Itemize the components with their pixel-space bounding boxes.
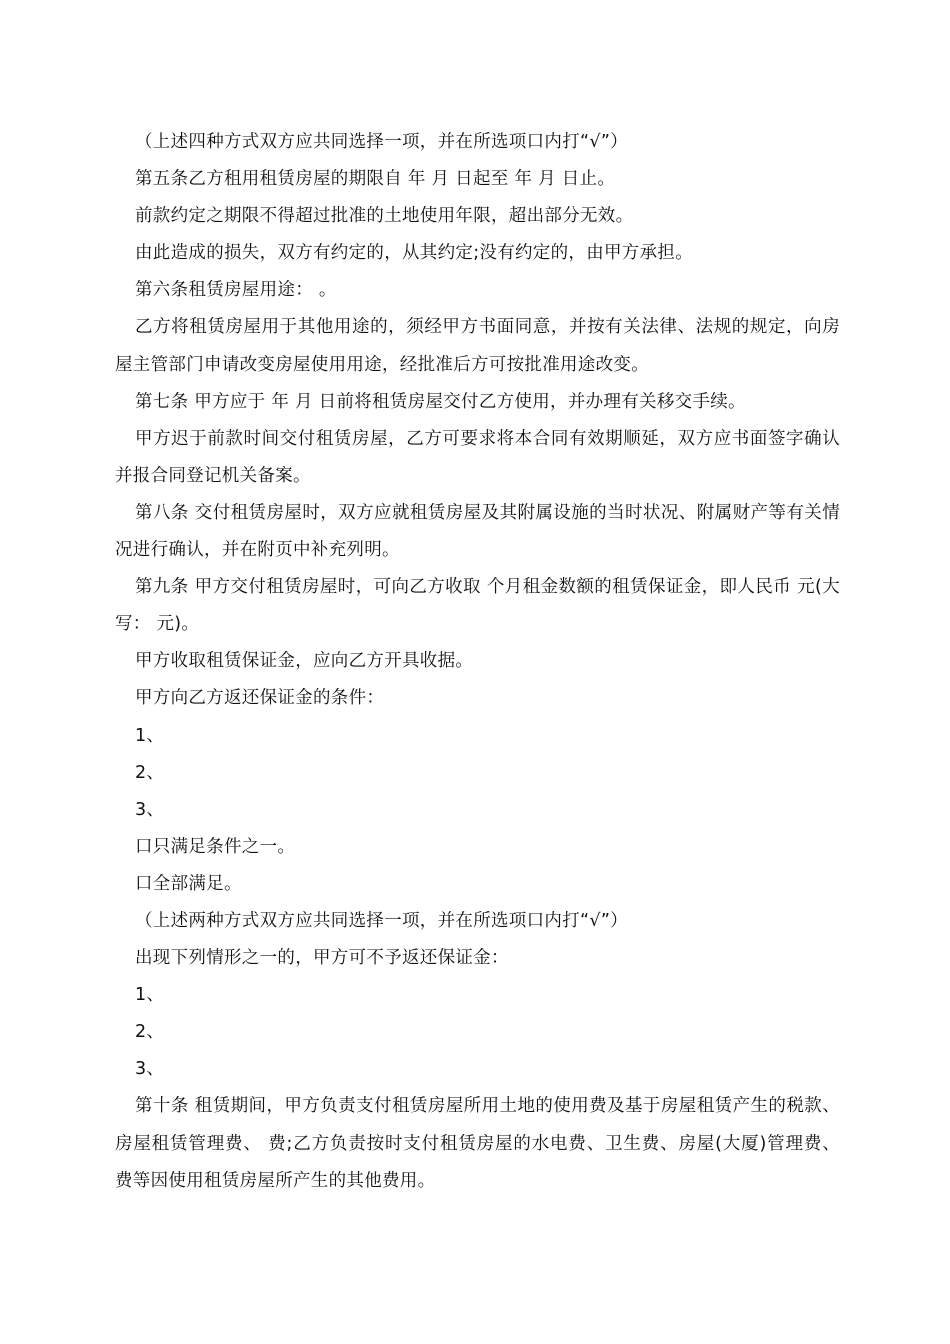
list-item: 3、 — [135, 799, 165, 820]
list-item: 1、 — [135, 985, 165, 1006]
checkbox-option: 口全部满足。 — [135, 873, 242, 894]
checkbox-option: 口只满足条件之一。 — [135, 836, 296, 857]
paragraph: （上述四种方式双方应共同选择一项，并在所选项口内打“√”） — [135, 132, 628, 152]
paragraph: 第八条 交付租赁房屋时，双方应就租赁房屋及其附属设施的当时状况、附属财产等有关情况进行确认，并在附页中补充列明。 — [115, 502, 840, 561]
list-item: 3、 — [135, 1059, 165, 1080]
list-item: 1、 — [135, 725, 165, 746]
paragraph: 第七条 甲方应于 年 月 日前将租赁房屋交付乙方使用，并办理有关移交手续。 — [135, 391, 746, 412]
list-item: 2、 — [135, 762, 165, 783]
paragraph: 第六条租赁房屋用途： 。 — [135, 280, 337, 301]
paragraph: 甲方向乙方返还保证金的条件： — [135, 688, 385, 709]
document-body — [115, 124, 846, 1200]
paragraph: 第十条 租赁期间，甲方负责支付租赁房屋所用土地的使用费及基于房屋租赁产生的税款、房屋租赁管理费、 费;乙方负责按时支付租赁房屋的水电费、卫生费、房屋(大厦)管理费、 费等因使用租赁房屋所产生的其他费用。 — [115, 1096, 846, 1191]
paragraph: 第五条乙方租用租赁房屋的期限自 年 月 日起至 年 月 日止。 — [135, 169, 616, 190]
list-item: 2、 — [135, 1022, 165, 1043]
paragraph: 甲方收取租赁保证金，应向乙方开具收据。 — [135, 651, 474, 672]
paragraph: 第九条 甲方交付租赁房屋时，可向乙方收取 个月租金数额的租赁保证金，即人民币 元(大写： 元)。 — [115, 577, 840, 635]
paragraph: 乙方将租赁房屋用于其他用途的，须经甲方书面同意，并按有关法律、法规的规定，向房屋主管部门申请改变房屋使用用途，经批准后方可按批准用途改变。 — [115, 317, 840, 375]
paragraph: （上述两种方式双方应共同选择一项，并在所选项口内打“√”） — [135, 910, 628, 931]
paragraph: 由此造成的损失，双方有约定的，从其约定;没有约定的，由甲方承担。 — [135, 243, 693, 264]
paragraph: 甲方迟于前款时间交付租赁房屋，乙方可要求将本合同有效期顺延，双方应书面签字确认并报合同登记机关备案。 — [115, 428, 840, 486]
paragraph: 出现下列情形之一的，甲方可不予返还保证金： — [135, 948, 509, 969]
paragraph: 前款约定之期限不得超过批准的土地使用年限，超出部分无效。 — [135, 206, 634, 227]
